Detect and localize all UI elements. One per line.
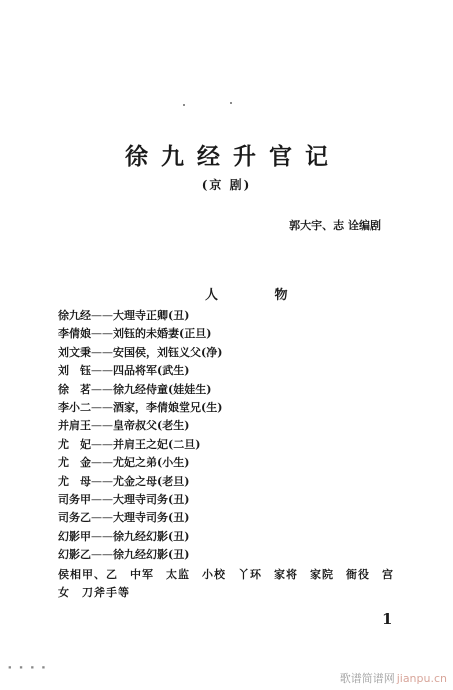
print-speck <box>183 104 185 106</box>
character-name: 刘 钰 <box>58 364 91 378</box>
print-speck <box>230 102 232 104</box>
cast-entry <box>58 417 388 435</box>
character-name: 并肩王 <box>58 419 91 433</box>
character-description: 徐九经侍童(娃娃生) <box>113 382 212 396</box>
character-name: 刘文秉 <box>58 345 91 359</box>
cast-entry <box>58 399 388 417</box>
character-name: 尤 母 <box>58 474 91 488</box>
character-name: 李小二 <box>58 400 91 414</box>
character-name: 幻影甲 <box>58 529 91 543</box>
character-name: 李倩娘 <box>58 327 91 341</box>
character-name: 尤 妃 <box>58 437 91 451</box>
extras-list: 侯相甲、乙 中军 太监 小校 丫环 家将 家院 衙役 宫女 刀斧手等 <box>58 568 394 599</box>
character-description: 刘钰的未婚妻(正旦) <box>113 327 212 341</box>
character-name: 尤 金 <box>58 456 91 470</box>
cast-entry <box>58 381 388 399</box>
dash-separator: —— <box>91 364 113 378</box>
cast-entry <box>58 436 388 454</box>
character-description: 尤金之母(老旦) <box>113 474 190 488</box>
dash-separator: —— <box>91 474 113 488</box>
cast-entry <box>58 528 388 546</box>
cast-heading: 人 物 <box>205 288 314 303</box>
dash-separator: —— <box>91 511 113 525</box>
character-description: 安国侯，刘钰义父(净) <box>113 345 223 359</box>
dash-separator: —— <box>91 327 113 341</box>
cast-entry <box>58 362 388 380</box>
character-name: 幻影乙 <box>58 548 91 562</box>
watermark-site-name: 歌谱简谱网 <box>339 672 395 685</box>
character-name: 司务甲 <box>58 492 91 506</box>
character-description: 大理寺司务(丑) <box>113 492 190 506</box>
scan-mark: ▪ ▪ ▪ ▪ <box>8 664 48 671</box>
dash-separator: —— <box>91 400 113 414</box>
dash-separator: —— <box>91 548 113 562</box>
cast-entry <box>58 344 388 362</box>
play-genre: (京 剧) <box>201 178 252 192</box>
character-description: 皇帝叔父(老生) <box>113 419 190 433</box>
site-watermark <box>340 670 447 686</box>
character-description: 酒家，李倩娘堂兄(生) <box>113 400 223 414</box>
dash-separator: —— <box>91 456 113 470</box>
character-description: 并肩王之妃(二旦) <box>113 437 201 451</box>
character-name: 徐九经 <box>58 309 91 322</box>
cast-entry <box>58 307 388 325</box>
play-title: 徐九经升官记 <box>125 143 341 170</box>
cast-entry <box>58 491 388 509</box>
dash-separator: —— <box>91 382 113 396</box>
watermark-domain: jianpu.cn <box>396 672 447 685</box>
cast-list <box>58 307 388 564</box>
cast-entry <box>58 546 388 564</box>
dash-separator: —— <box>91 419 113 433</box>
character-name: 徐 茗 <box>58 382 91 396</box>
cast-entry <box>58 325 388 343</box>
page-number: 1 <box>382 610 393 628</box>
character-description: 四品将军(武生) <box>113 364 190 378</box>
dash-separator: —— <box>91 437 113 451</box>
character-description: 徐九经幻影(丑) <box>113 529 190 543</box>
character-description: 尤妃之弟(小生) <box>113 456 190 470</box>
character-description: 大理寺司务(丑) <box>113 511 190 525</box>
play-author: 郭大宇、志 诠编剧 <box>289 219 381 232</box>
dash-separator: —— <box>91 492 113 506</box>
character-description: 大理寺正卿(丑) <box>113 309 190 322</box>
cast-entry <box>58 509 388 527</box>
cast-entry <box>58 454 388 472</box>
dash-separator: —— <box>91 309 113 322</box>
dash-separator: —— <box>91 529 113 543</box>
dash-separator: —— <box>91 345 113 359</box>
character-name: 司务乙 <box>58 511 91 525</box>
character-description: 徐九经幻影(丑) <box>113 548 190 562</box>
cast-entry <box>58 473 388 491</box>
